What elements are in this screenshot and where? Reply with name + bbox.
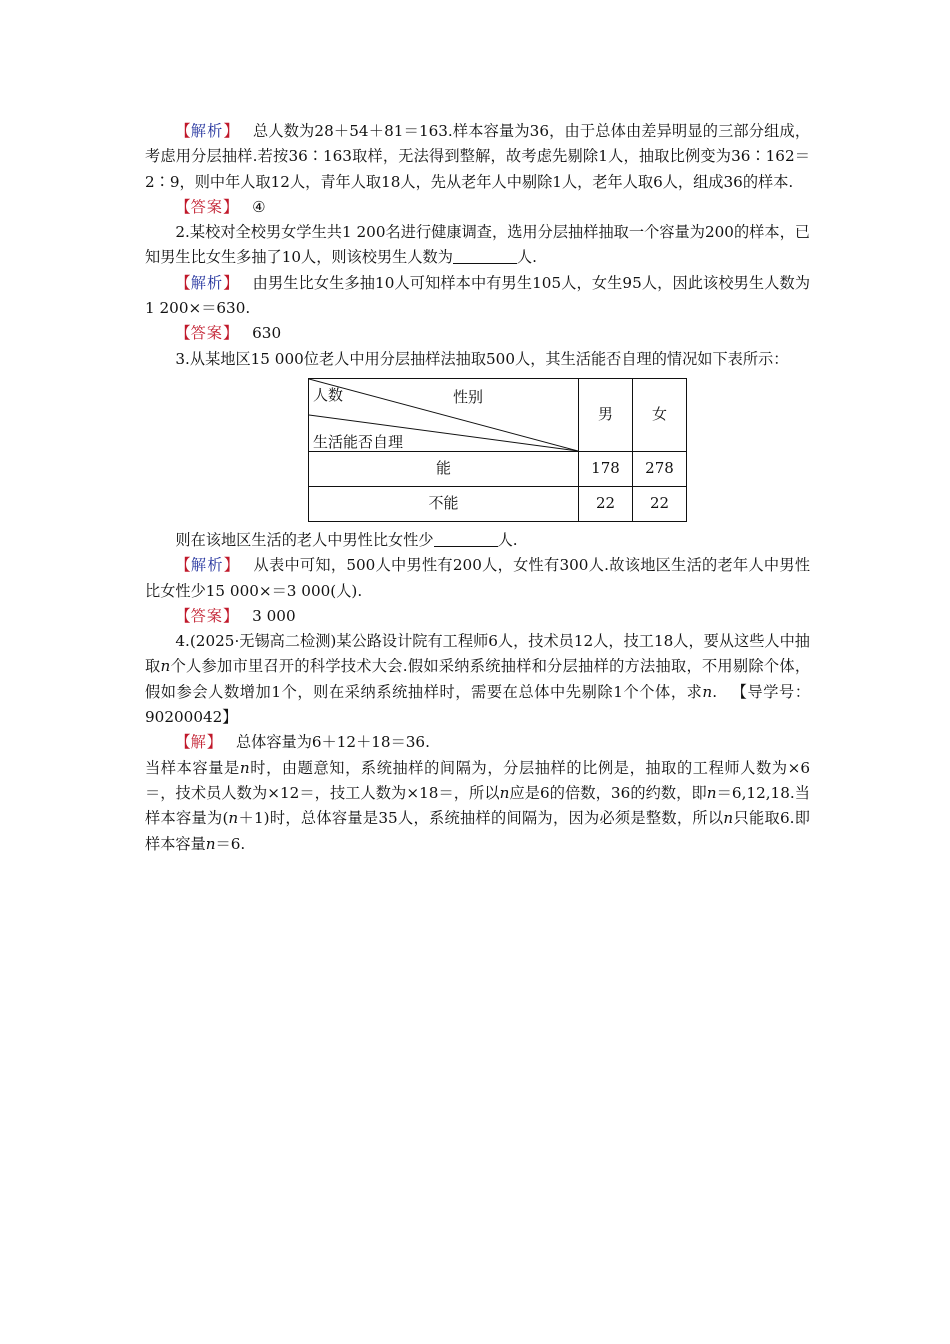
table-row xyxy=(309,486,687,521)
question-3: 3.从某地区15 000位老人中用分层抽样法抽取500人，其生活能否自理的情况如下表所示： xyxy=(175,349,789,368)
answer-label: 答案 xyxy=(190,197,223,216)
question-4: 4.(2025·无锡高二检测)某公路设计院有工程师6人，技术员12人，技工18人，要从这些人中抽取n个人参加市里召开的科学技术大会.假如采纳系统抽样和分层抽样的方法抽取，不用剔除个体，假如参会人数增加1个，则在采纳系统抽样时，需要在总体中先剔除1个个体，求n. 【导学号：90200042】 xyxy=(145,632,811,727)
cell-male: 178 xyxy=(579,451,633,486)
fill-blank xyxy=(434,532,498,547)
answer-label: 答案 xyxy=(190,606,223,625)
answer-line-2: 【答案】 630 xyxy=(175,324,282,343)
solution-body: 当样本容量是n时，由题意知，系统抽样的间隔为，分层抽样的比例是，抽取的工程师人数为×6＝，技术员人数为×12＝，技工人数为×18＝，所以n应是6的倍数，36的约数，即n＝6,12,18.当样本容量为(n＋1)时，总体容量是35人，系统抽样的间隔为，因为必须是整数，所以n只能取6.即样本容量n＝6. xyxy=(145,758,811,853)
analysis-label: 解析 xyxy=(190,273,224,292)
header-renshu: 人数 xyxy=(313,385,344,404)
row-label: 能 xyxy=(309,451,579,486)
table-diagonal-header xyxy=(309,378,579,451)
document-body xyxy=(145,119,810,857)
table-row xyxy=(309,451,687,486)
col-header-male: 男 xyxy=(579,378,633,451)
answer-line-1: 【答案】 ④ xyxy=(175,197,266,216)
question-2: 2.某校对全校男女学生共1 200名进行健康调查，选用分层抽样抽取一个容量为200的样本，已知男生比女生多抽了10人，则该校男生人数为 人. xyxy=(145,223,810,267)
fill-blank xyxy=(453,249,517,264)
analysis-label: 解析 xyxy=(190,556,224,575)
solution-first-line: 【解】 总体容量为6＋12＋18＝36. xyxy=(175,733,430,752)
answer-line-3: 【答案】 3 000 xyxy=(175,606,296,625)
self-care-table xyxy=(308,378,687,522)
cell-male: 22 xyxy=(579,486,633,521)
header-xingbie: 性别 xyxy=(453,387,484,406)
header-shenghuo: 生活能否自理 xyxy=(313,432,404,451)
analysis-label: 解析 xyxy=(190,122,224,140)
cell-female: 278 xyxy=(633,451,687,486)
answer-label: 答案 xyxy=(190,324,223,343)
analysis-paragraph-2: 【解析】 由男生比女生多抽10人可知样本中有男生105人，女生95人，因此该校男生人数为1 200×＝630. xyxy=(145,273,811,318)
reference-number: 【导学号：90200042】 xyxy=(145,682,811,727)
cell-female: 22 xyxy=(633,486,687,521)
analysis-paragraph-3: 【解析】 从表中可知，500人中男性有200人，女性有300人.故该地区生活的老年人中男性比女性少15 000×＝3 000(人). xyxy=(145,556,811,600)
col-header-female: 女 xyxy=(633,378,687,451)
analysis-paragraph-1: 【解析】 总人数为28＋54＋81＝163.样本容量为36，由于总体由差异明显的三部分组成，考虑用分层抽样.若按36∶163取样，无法得到整解，故考虑先剔除1人，抽取比例变为36∶162＝2∶9，则中年人取12人，青年人取18人，先从老年人中剔除1人，老年人取6人，组成36的样本. xyxy=(145,122,811,191)
row-label: 不能 xyxy=(309,486,579,521)
question-3-followup: 则在该地区生活的老人中男性比女性少 人. xyxy=(175,530,518,549)
solution-label: 解 xyxy=(190,733,207,752)
